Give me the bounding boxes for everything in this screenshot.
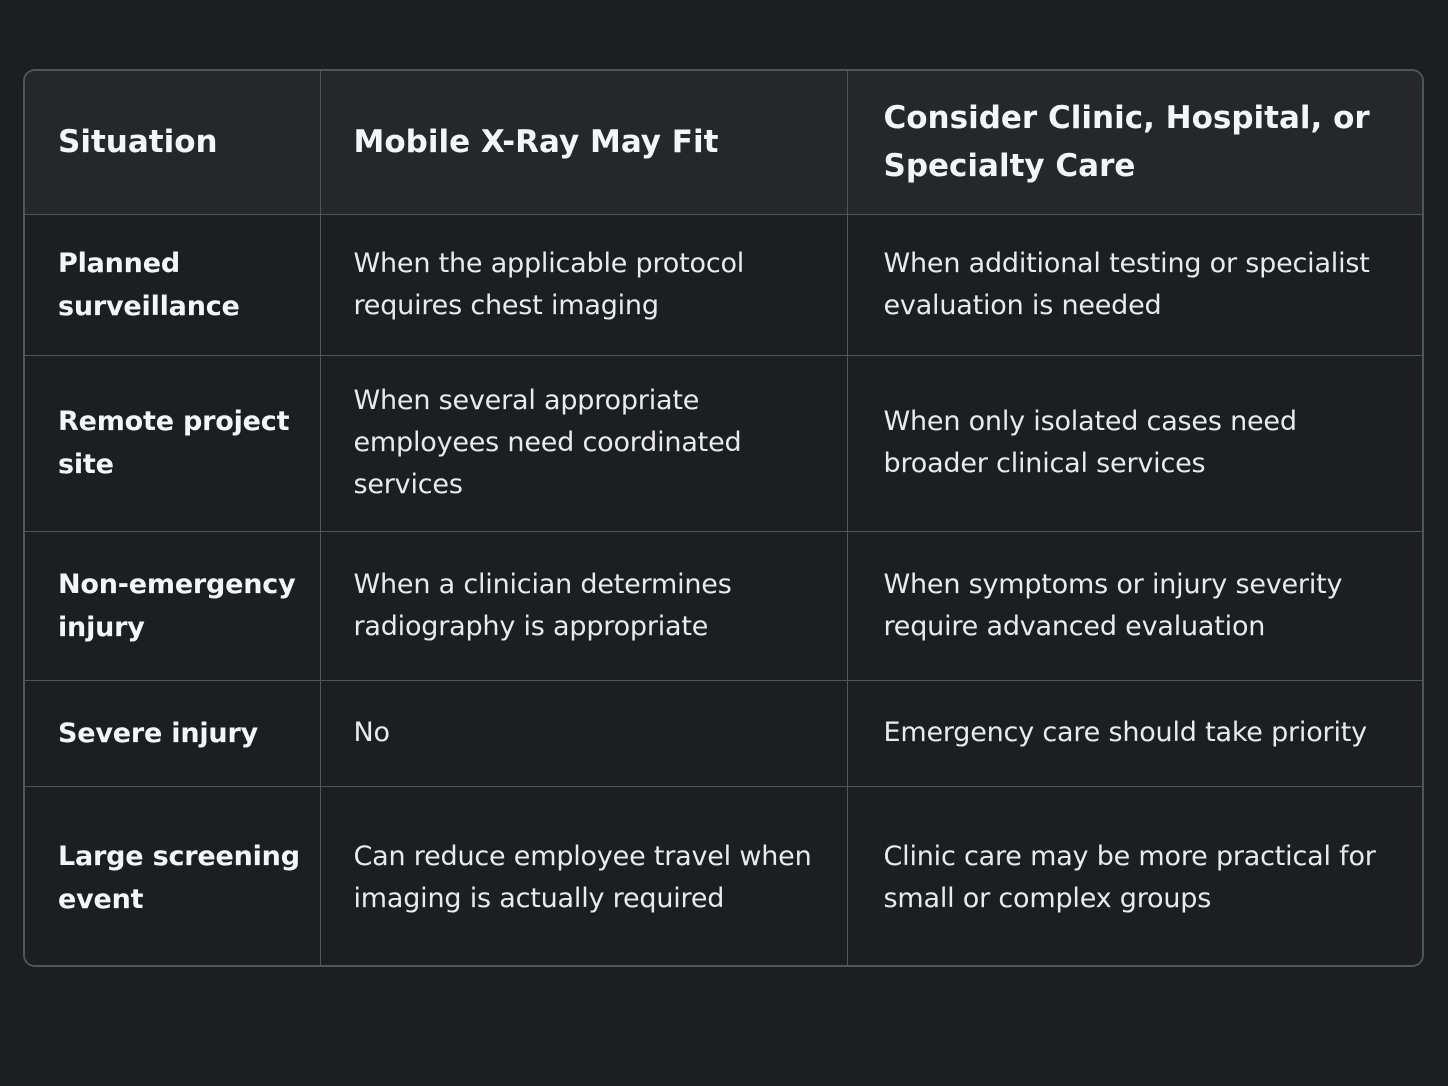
mobile-xray-cell: No <box>320 680 847 786</box>
clinic-care-cell: When symptoms or injury severity require advanced evaluation <box>847 531 1422 680</box>
situation-cell: Severe injury <box>25 680 320 786</box>
mobile-xray-cell: When the applicable protocol requires chest imaging <box>320 214 847 355</box>
situation-cell: Non-emergency injury <box>25 531 320 680</box>
table-row <box>25 680 1422 786</box>
table-row <box>25 214 1422 355</box>
clinic-care-cell: Clinic care may be more practical for small or complex groups <box>847 786 1422 967</box>
comparison-table-container <box>23 69 1424 967</box>
comparison-table <box>25 71 1422 967</box>
mobile-xray-cell: Can reduce employee travel when imaging is actually required <box>320 786 847 967</box>
clinic-care-cell: When additional testing or specialist evaluation is needed <box>847 214 1422 355</box>
column-header-situation: Situation <box>25 71 320 214</box>
table-row <box>25 355 1422 531</box>
situation-cell: Large screening event <box>25 786 320 967</box>
table-row <box>25 531 1422 680</box>
column-header-clinic-hospital: Consider Clinic, Hospital, or Specialty Care <box>847 71 1422 214</box>
table-header-row <box>25 71 1422 214</box>
clinic-care-cell: When only isolated cases need broader clinical services <box>847 355 1422 531</box>
table-row <box>25 786 1422 967</box>
situation-cell: Remote project site <box>25 355 320 531</box>
column-header-mobile-xray: Mobile X-Ray May Fit <box>320 71 847 214</box>
situation-cell: Planned surveillance <box>25 214 320 355</box>
clinic-care-cell: Emergency care should take priority <box>847 680 1422 786</box>
mobile-xray-cell: When several appropriate employees need coordinated services <box>320 355 847 531</box>
mobile-xray-cell: When a clinician determines radiography is appropriate <box>320 531 847 680</box>
